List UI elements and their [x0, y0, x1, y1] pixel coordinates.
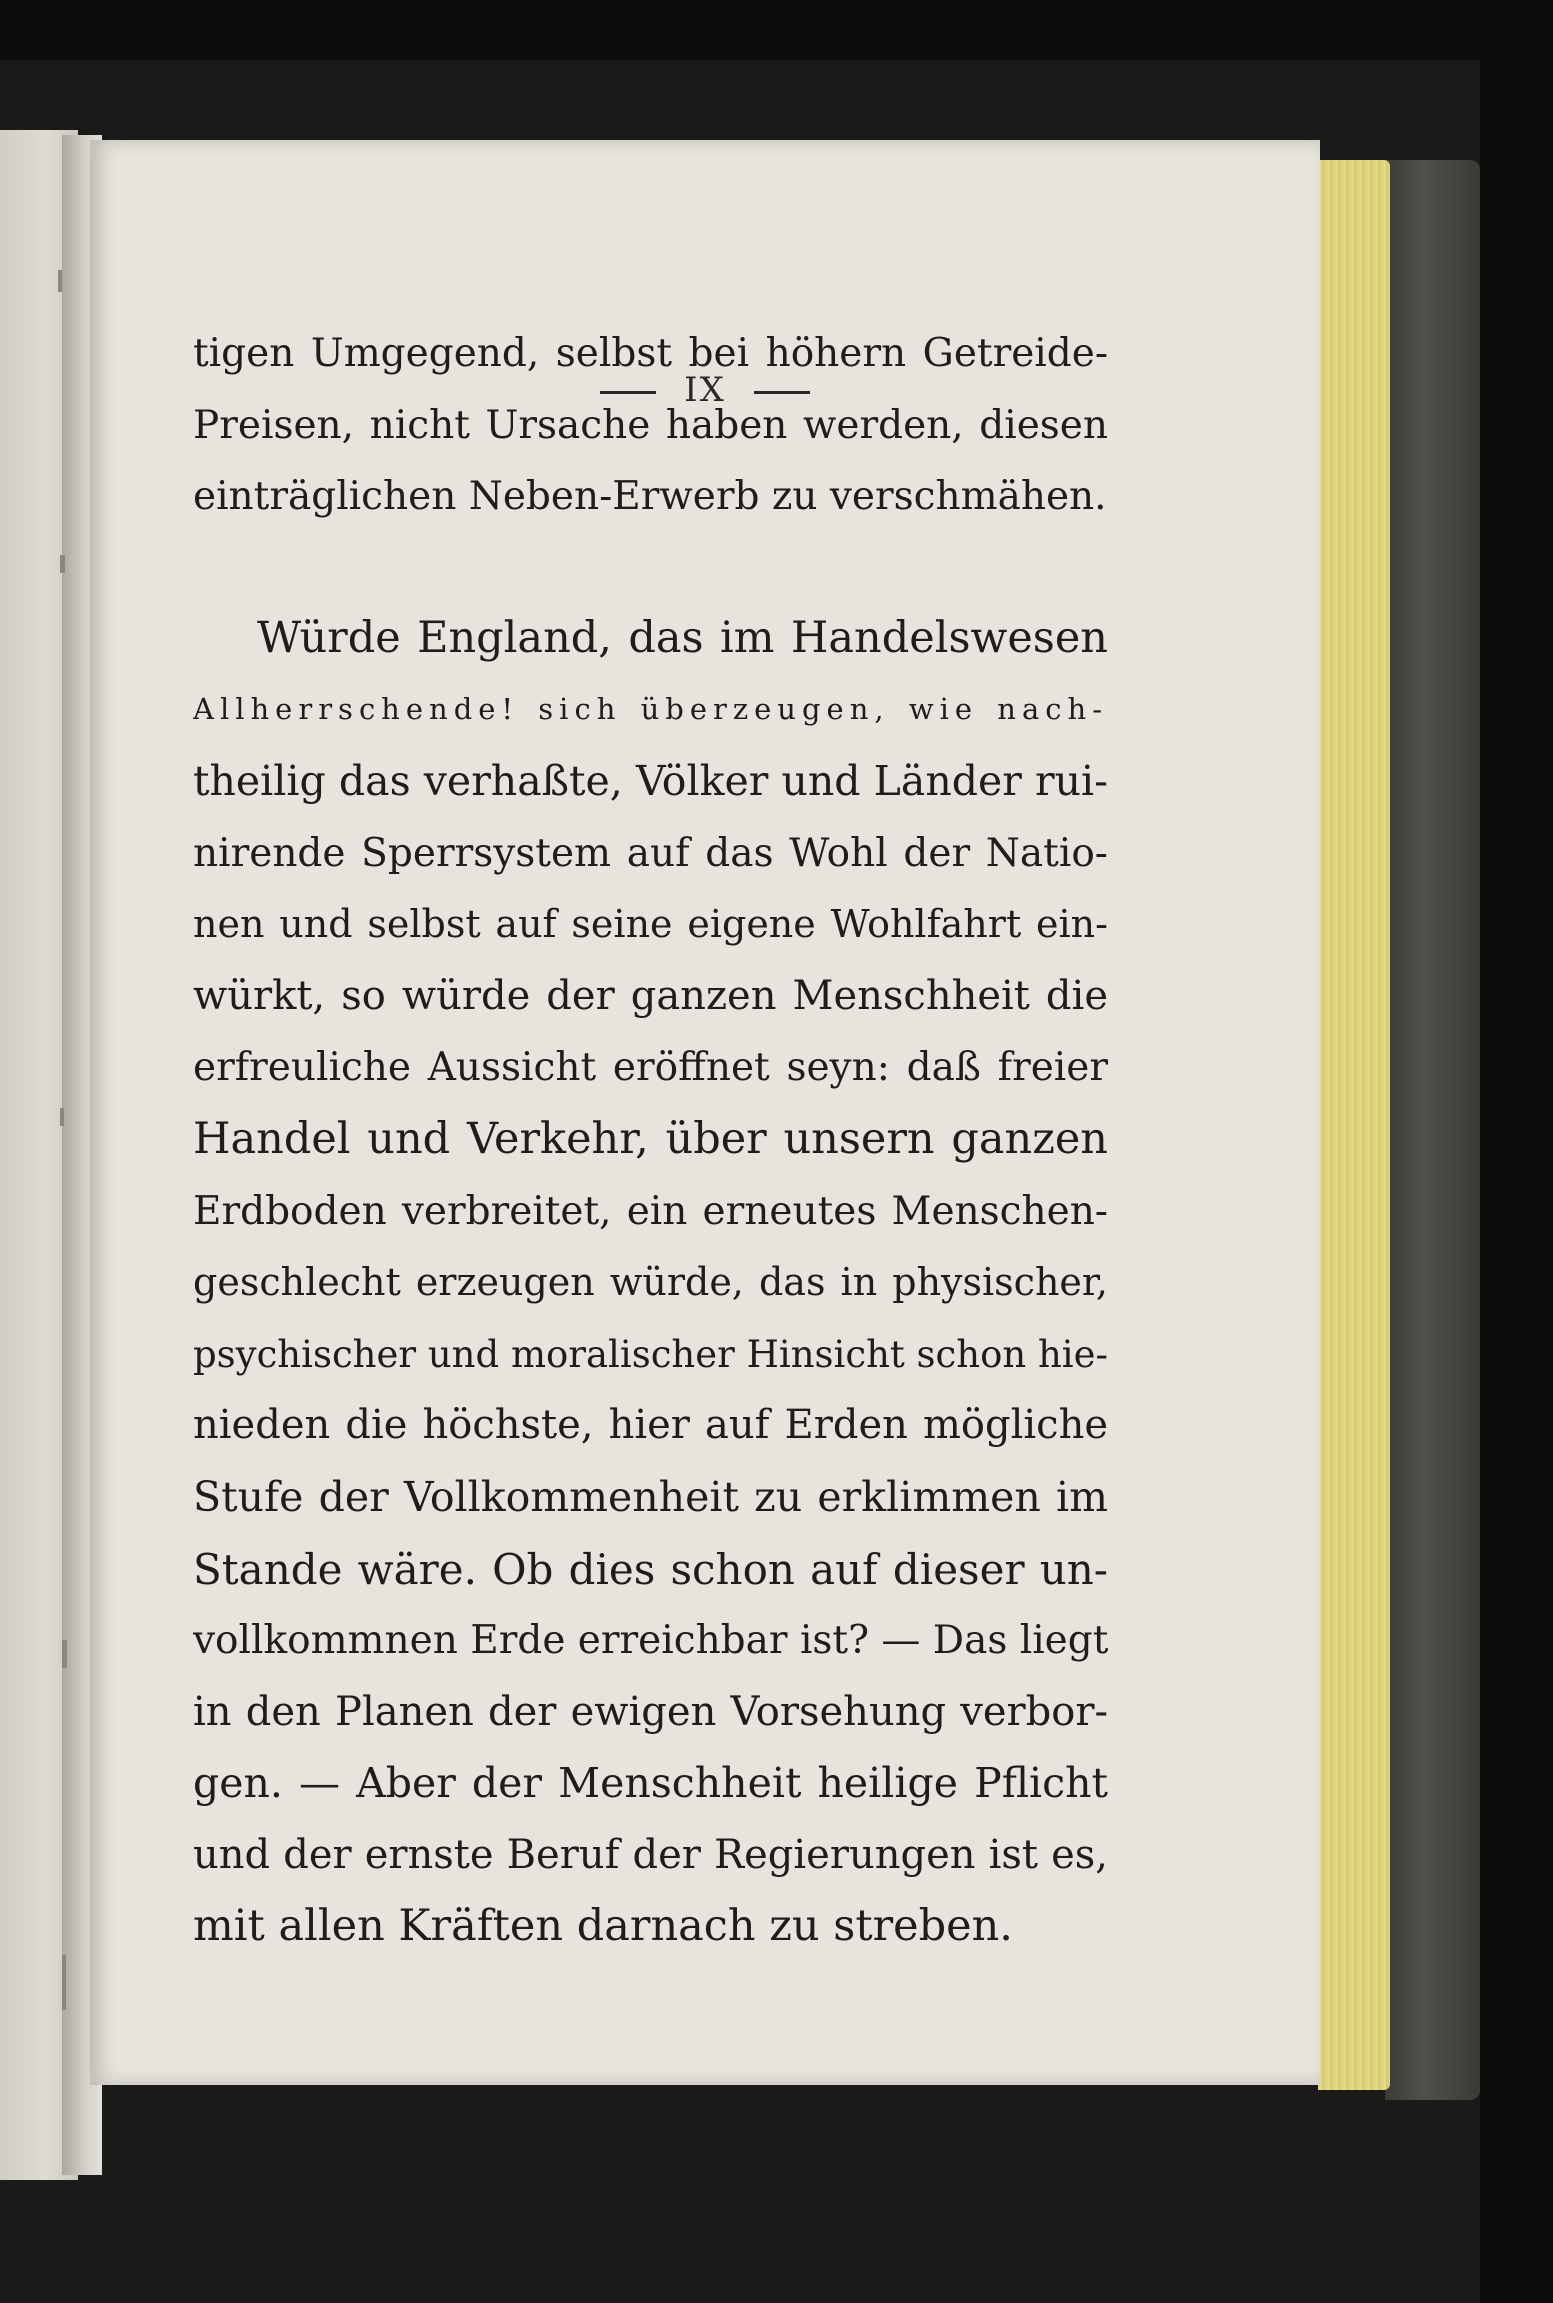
- paragraph-2: [193, 603, 1108, 1963]
- text-line: in den Planen der ewigen Vorsehung verbor-: [193, 1688, 1108, 1735]
- book-cover-edge: [1385, 160, 1480, 2100]
- text-line: Würde England, das im Handelswesen: [257, 612, 1108, 663]
- text-line: Allherrschende! sich überzeugen, wie nach-: [193, 692, 1108, 727]
- text-line: nen und selbst auf seine eigene Wohlfahrt ein-: [193, 902, 1108, 947]
- gilded-page-edges: [1318, 160, 1390, 2090]
- text-line: und der ernste Beruf der Regierungen ist es,: [193, 1831, 1108, 1878]
- margin-mark: [62, 1640, 67, 1668]
- text-line: Stande wäre. Ob dies schon auf dieser un-: [193, 1544, 1108, 1594]
- text-line: würkt, so würde der ganzen Menschheit die: [193, 972, 1108, 1019]
- margin-mark: [62, 1955, 66, 2010]
- text-line: Preisen, nicht Ursache haben werden, diesen: [193, 402, 1108, 448]
- text-line: Stufe der Vollkommenheit zu erklimmen im: [193, 1472, 1108, 1521]
- text-line: erfreuliche Aussicht eröffnet seyn: daß freier: [193, 1045, 1108, 1091]
- margin-mark: [60, 1108, 64, 1126]
- text-line: einträglichen Neben-Erwerb zu verschmähen.: [193, 474, 1107, 520]
- paragraph-1: [193, 318, 1108, 533]
- text-line: psychischer und moralischer Hinsicht schon hie-: [193, 1332, 1108, 1376]
- text-line: mit allen Kräften darnach zu streben.: [193, 1901, 1013, 1952]
- text-line: vollkommnen Erde erreichbar ist? — Das liegt: [193, 1618, 1108, 1664]
- text-line: Handel und Verkehr, über unsern ganzen: [193, 1113, 1108, 1164]
- text-line: geschlecht erzeugen würde, das in physischer,: [193, 1260, 1108, 1305]
- page-body-text: [193, 318, 1108, 1963]
- text-line: gen. — Aber der Menschheit heilige Pflicht: [193, 1759, 1108, 1808]
- paragraph-gap: [193, 533, 1108, 603]
- text-line: nieden die höchste, hier auf Erden mögliche: [193, 1402, 1108, 1449]
- page-number: IX: [684, 370, 726, 410]
- text-line: nirende Sperrsystem auf das Wohl der Natio-: [193, 830, 1108, 876]
- text-line: theilig das verhaßte, Völker und Länder rui-: [193, 756, 1108, 805]
- text-line: Erdboden verbreitet, ein erneutes Menschen-: [193, 1188, 1108, 1234]
- margin-mark: [60, 555, 65, 573]
- text-line: tigen Umgegend, selbst bei höhern Getreide-: [193, 331, 1108, 376]
- margin-mark: [58, 270, 62, 292]
